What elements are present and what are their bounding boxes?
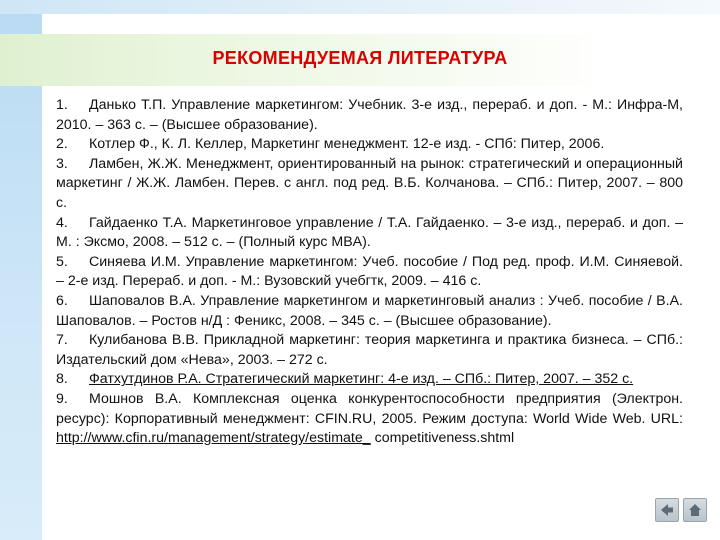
reference-url-link[interactable]: http://www.cfin.ru/management/strategy/estimate_ — [56, 430, 371, 447]
home-icon — [688, 503, 702, 517]
reference-list — [56, 96, 683, 449]
reference-url-tail: competitiveness.shtml — [374, 430, 515, 447]
reference-item-2: 2. Котлер Ф., К. Л. Келлер, Маркетинг менеджмент. 12-е изд. - СПб: Питер, 2006. — [56, 136, 605, 153]
back-button[interactable] — [655, 498, 679, 522]
reference-item-3: 3. Ламбен, Ж.Ж. Менеджмент, ориентированный на рынок: стратегический и операционный маркетинг / Ж.Ж. Ламбен. Перев. с англ. под ред. В.Б. Колчанова. – СПб.: Питер, 2007. – 800 с. — [56, 155, 683, 211]
reference-item-8[interactable]: 8. Фатхутдинов Р.А. Стратегический маркетинг: 4-е изд. – СПб.: Питер, 2007. – 352 с. — [56, 371, 634, 388]
reference-item-7: 7. Кулибанова В.В. Прикладной маркетинг: теория маркетинга и практика бизнеса. – СПб.: Издательский дом «Нева», 2003. – 272 с. — [56, 332, 683, 368]
arrow-back-icon — [660, 503, 674, 517]
home-button[interactable] — [683, 498, 707, 522]
left-decor-bar — [0, 14, 42, 540]
page-title: РЕКОМЕНДУЕМАЯ ЛИТЕРАТУРА — [212, 48, 508, 68]
reference-item-6: 6. Шаповалов В.А. Управление маркетингом и маркетинговый анализ : Учеб. пособие / В.А. Шаповалов. – Ростов н/Д : Феникс, 2008. – 345 с. – (Высшее образование). — [56, 292, 683, 329]
top-decor-stripe — [0, 0, 720, 14]
reference-item-5: 5. Синяева И.М. Управление маркетингом: Учеб. пособие / Под ред. проф. И.М. Синяевой. – 2-е изд. Перераб. и доп. - М.: Вузовский учебгтк, 2009. – 416 с. — [56, 253, 683, 290]
reference-item-9: 9. Мошнов В.А. Комплексная оценка конкурентоспособности предприятия (Электрон. ресурс): Корпоративный менеджмент: CFIN.RU, 2005. Режим доступа: World Wide Web. URL: http://www.cfin.ru/management/strategy/estimate_ competitiveness.shtml — [56, 390, 683, 447]
reference-item-1: 1. Данько Т.П. Управление маркетингом: Учебник. 3-е изд., перераб. и доп. - М.: Инфра-М, 2010. – 363 с. – (Высшее образование). — [56, 97, 683, 133]
reference-item-4: 4. Гайдаенко Т.А. Маркетинговое управление / Т.А. Гайдаенко. – 3-е изд., перераб. и доп. – М. : Эксмо, 2008. – 512 с. – (Полный курс MBA). — [56, 214, 683, 251]
